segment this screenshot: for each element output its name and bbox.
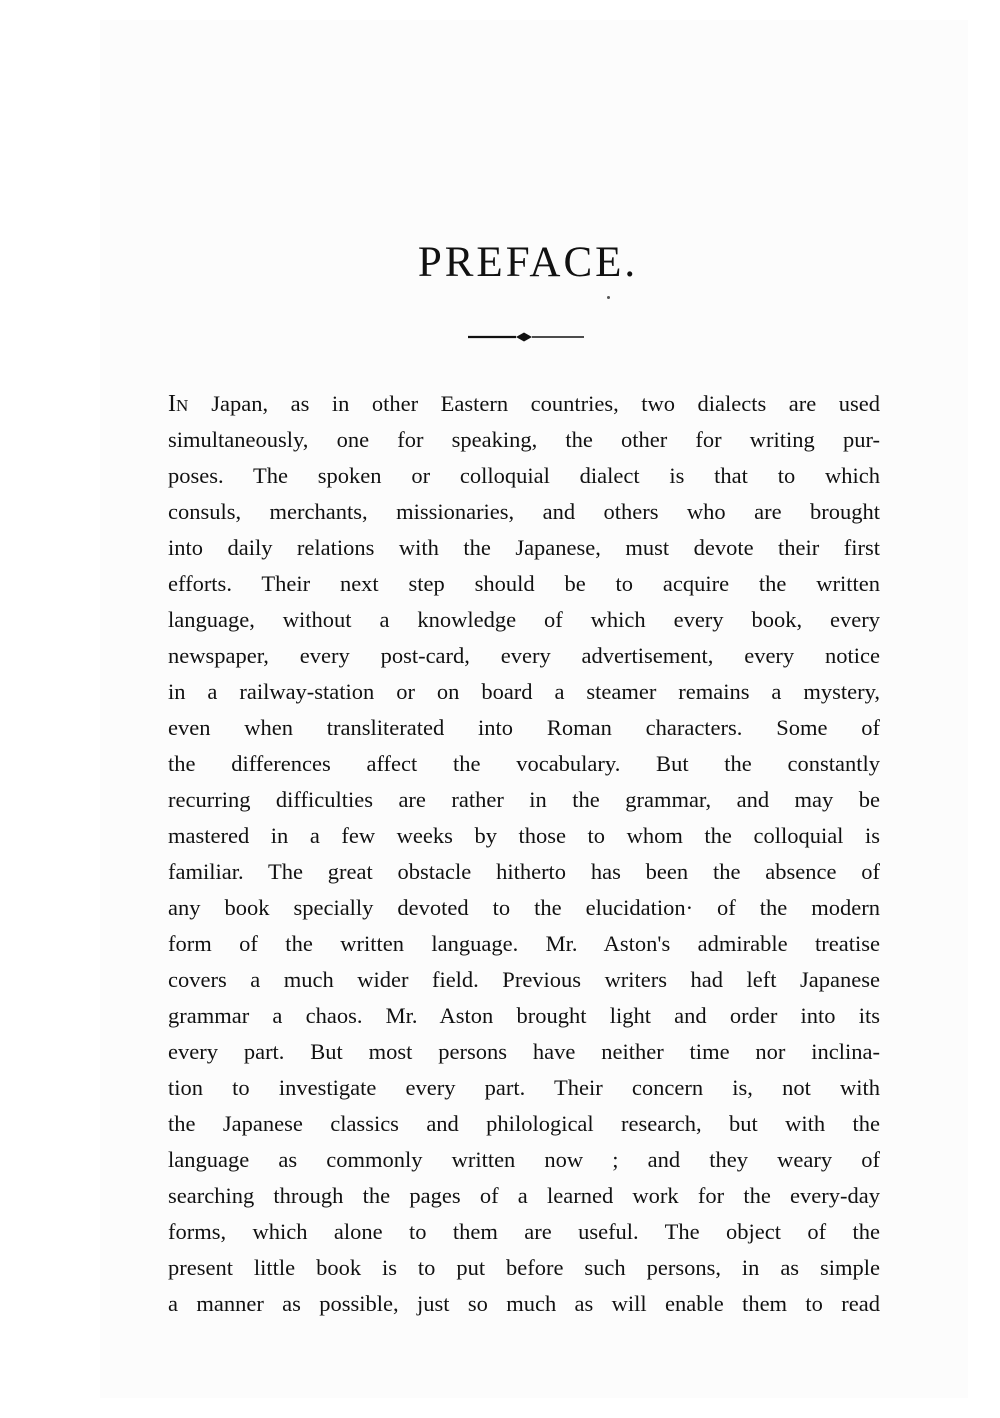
rule-with-diamond-ornament-icon <box>466 328 586 346</box>
text-line: the differences affect the vocabulary. But the constantly <box>168 751 880 776</box>
text-line: covers a much wider field. Previous writers had left Japanese <box>168 967 880 992</box>
text-line: any book specially devoted to the elucidation· of the modern <box>168 895 880 920</box>
text-line: forms, which alone to them are useful. The object of the <box>168 1219 880 1244</box>
text-line: a manner as possible, just so much as will enable them to read <box>168 1291 880 1316</box>
text-line <box>168 386 880 422</box>
text-line: even when transliterated into Roman characters. Some of <box>168 715 880 740</box>
text-line: simultaneously, one for speaking, the other for writing pur- <box>168 427 880 452</box>
text-line-content: Japan, as in other Eastern countries, two dialects are used <box>188 391 880 416</box>
text-line: familiar. The great obstacle hitherto has been the absence of <box>168 859 880 884</box>
text-line: searching through the pages of a learned work for the every-day <box>168 1183 880 1208</box>
text-line: poses. The spoken or colloquial dialect is that to which <box>168 463 880 488</box>
small-caps-initial: I <box>168 391 176 417</box>
text-line: language as commonly written now ; and they weary of <box>168 1147 880 1172</box>
text-line: present little book is to put before such persons, in as simple <box>168 1255 880 1280</box>
text-line: grammar a chaos. Mr. Aston brought light and order into its <box>168 1003 880 1028</box>
text-line: tion to investigate every part. Their concern is, not with <box>168 1075 880 1100</box>
small-caps-rest: N <box>176 396 189 415</box>
text-line: into daily relations with the Japanese, must devote their first <box>168 535 880 560</box>
text-line: the Japanese classics and philological research, but with the <box>168 1111 880 1136</box>
text-line: form of the written language. Mr. Aston's admirable treatise <box>168 931 880 956</box>
preface-body <box>168 386 880 1322</box>
page-title: PREFACE. <box>417 239 639 286</box>
text-line: consuls, merchants, missionaries, and others who are brought <box>168 499 880 524</box>
text-line: in a railway-station or on board a steamer remains a mystery, <box>168 679 880 704</box>
text-line: newspaper, every post-card, every advertisement, every notice <box>168 643 880 668</box>
text-line: language, without a knowledge of which every book, every <box>168 607 880 632</box>
text-line: every part. But most persons have neither time nor inclina- <box>168 1039 880 1064</box>
print-speck <box>607 296 610 299</box>
text-line: efforts. Their next step should be to acquire the written <box>168 571 880 596</box>
text-line: mastered in a few weeks by those to whom the colloquial is <box>168 823 880 848</box>
text-line: recurring difficulties are rather in the grammar, and may be <box>168 787 880 812</box>
